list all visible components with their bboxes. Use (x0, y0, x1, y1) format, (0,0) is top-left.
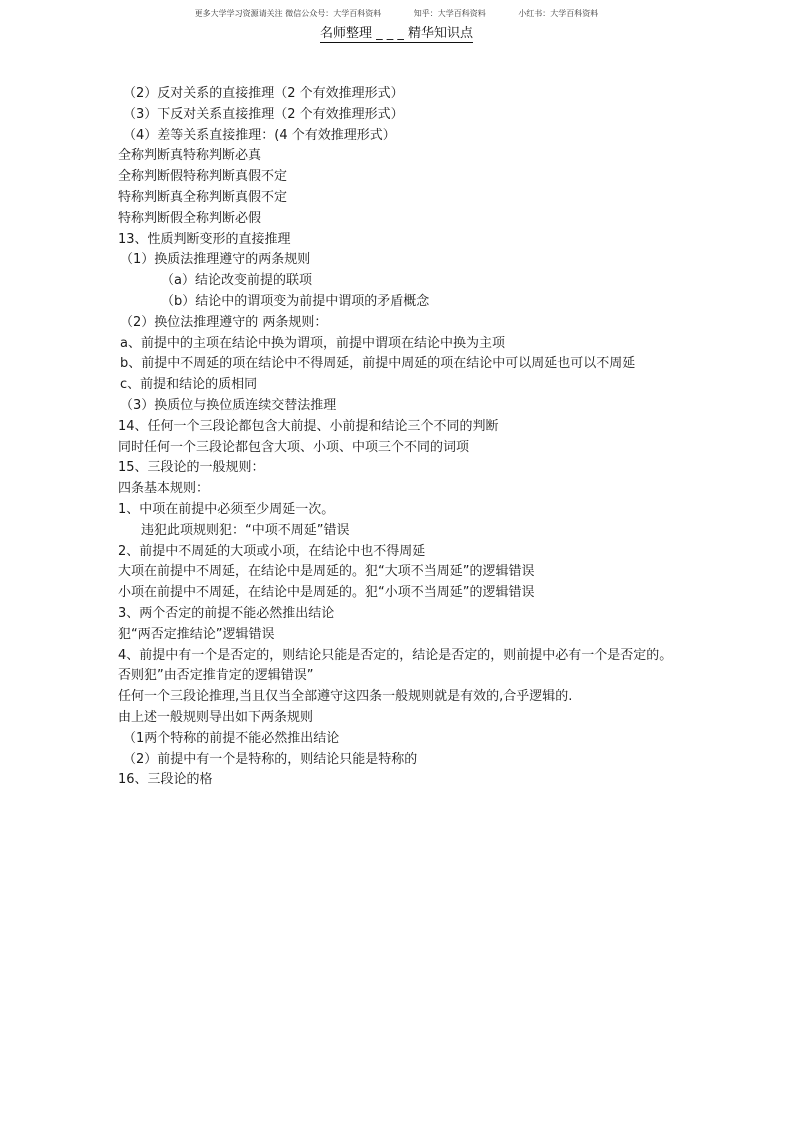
text-line: 特称判断真全称判断真假不定 (118, 189, 288, 205)
text-line: 违犯此项规则犯：“中项不周延”错误 (141, 522, 350, 538)
text-line: 犯“两否定推结论”逻辑错误 (118, 626, 275, 642)
text-line: 2、前提中不周延的大项或小项，在结论中也不得周延 (118, 543, 426, 559)
header-note (0, 8, 793, 19)
section-heading: 16、三段论的格 (118, 772, 213, 788)
text-line: 同时任何一个三段论都包含大项、小项、中项三个不同的词项 (118, 439, 470, 455)
section-heading: 15、三段论的一般规则： (118, 460, 265, 476)
page-title: 名师整理 _ _ _ 精华知识点 (319, 26, 474, 41)
section-heading: 14、任何一个三段论都包含大前提、小前提和结论三个不同的判断 (118, 418, 499, 434)
text-line: 全称判断假特称判断真假不定 (118, 169, 288, 185)
text-line: （1）换质法推理遵守的两条规则 (120, 252, 311, 268)
text-line: 大项在前提中不周延，在结论中是周延的。犯“大项不当周延”的逻辑错误 (118, 564, 535, 580)
document-body (118, 84, 718, 791)
header-xiaohongshu-text: 小红书：大学百科资料 (518, 9, 599, 18)
text-line: （3）换质位与换位质连续交替法推理 (120, 397, 337, 413)
text-line: 由上述一般规则导出如下两条规则 (118, 709, 314, 725)
text-line: 四条基本规则： (118, 481, 210, 497)
text-line: （a）结论改变前提的联项 (161, 273, 312, 289)
text-line: 3、两个否定的前提不能必然推出结论 (118, 605, 335, 621)
text-line: 4、前提中有一个是否定的，则结论只能是否定的，结论是否定的，则前提中必有一个是否定的。 (118, 647, 673, 663)
text-line: （b）结论中的谓项变为前提中谓项的矛盾概念 (161, 293, 430, 309)
text-line: 特称判断假全称判断必假 (118, 210, 262, 226)
text-line: （4）差等关系直接推理：(4 个有效推理形式） (123, 127, 396, 143)
text-line: 小项在前提中不周延，在结论中是周延的。犯“小项不当周延”的逻辑错误 (118, 585, 535, 601)
text-line: （1两个特称的前提不能必然推出结论 (123, 730, 340, 746)
text-line: 1、中项在前提中必须至少周延一次。 (118, 501, 335, 517)
header-zhihu-text: 知乎：大学百科资料 (413, 9, 486, 18)
text-line: a、前提中的主项在结论中换为谓项，前提中谓项在结论中换为主项 (120, 335, 505, 351)
text-line: （2）前提中有一个是特称的，则结论只能是特称的 (123, 751, 418, 767)
text-line: 否则犯”由否定推肯定的逻辑错误” (118, 668, 314, 684)
text-line: （2）换位法推理遵守的 两条规则： (120, 314, 328, 330)
text-line: b、前提中不周延的项在结论中不得周延，前提中周延的项在结论中可以周延也可以不周延 (120, 356, 636, 372)
text-line: 全称判断真特称判断必真 (118, 148, 262, 164)
text-line: （2）反对关系的直接推理（2 个有效推理形式） (123, 86, 404, 101)
text-line: c、前提和结论的质相同 (120, 377, 258, 393)
header-wechat-text: 更多大学学习资源请关注 微信公众号：大学百科资料 (194, 9, 382, 18)
page-title-wrapper (0, 22, 793, 41)
section-heading: 13、性质判断变形的直接推理 (118, 231, 291, 247)
text-line: （3）下反对关系直接推理（2 个有效推理形式） (123, 106, 404, 122)
text-line: 任何一个三段论推理,当且仅当全部遵守这四条一般规则就是有效的,合乎逻辑的. (118, 689, 573, 705)
